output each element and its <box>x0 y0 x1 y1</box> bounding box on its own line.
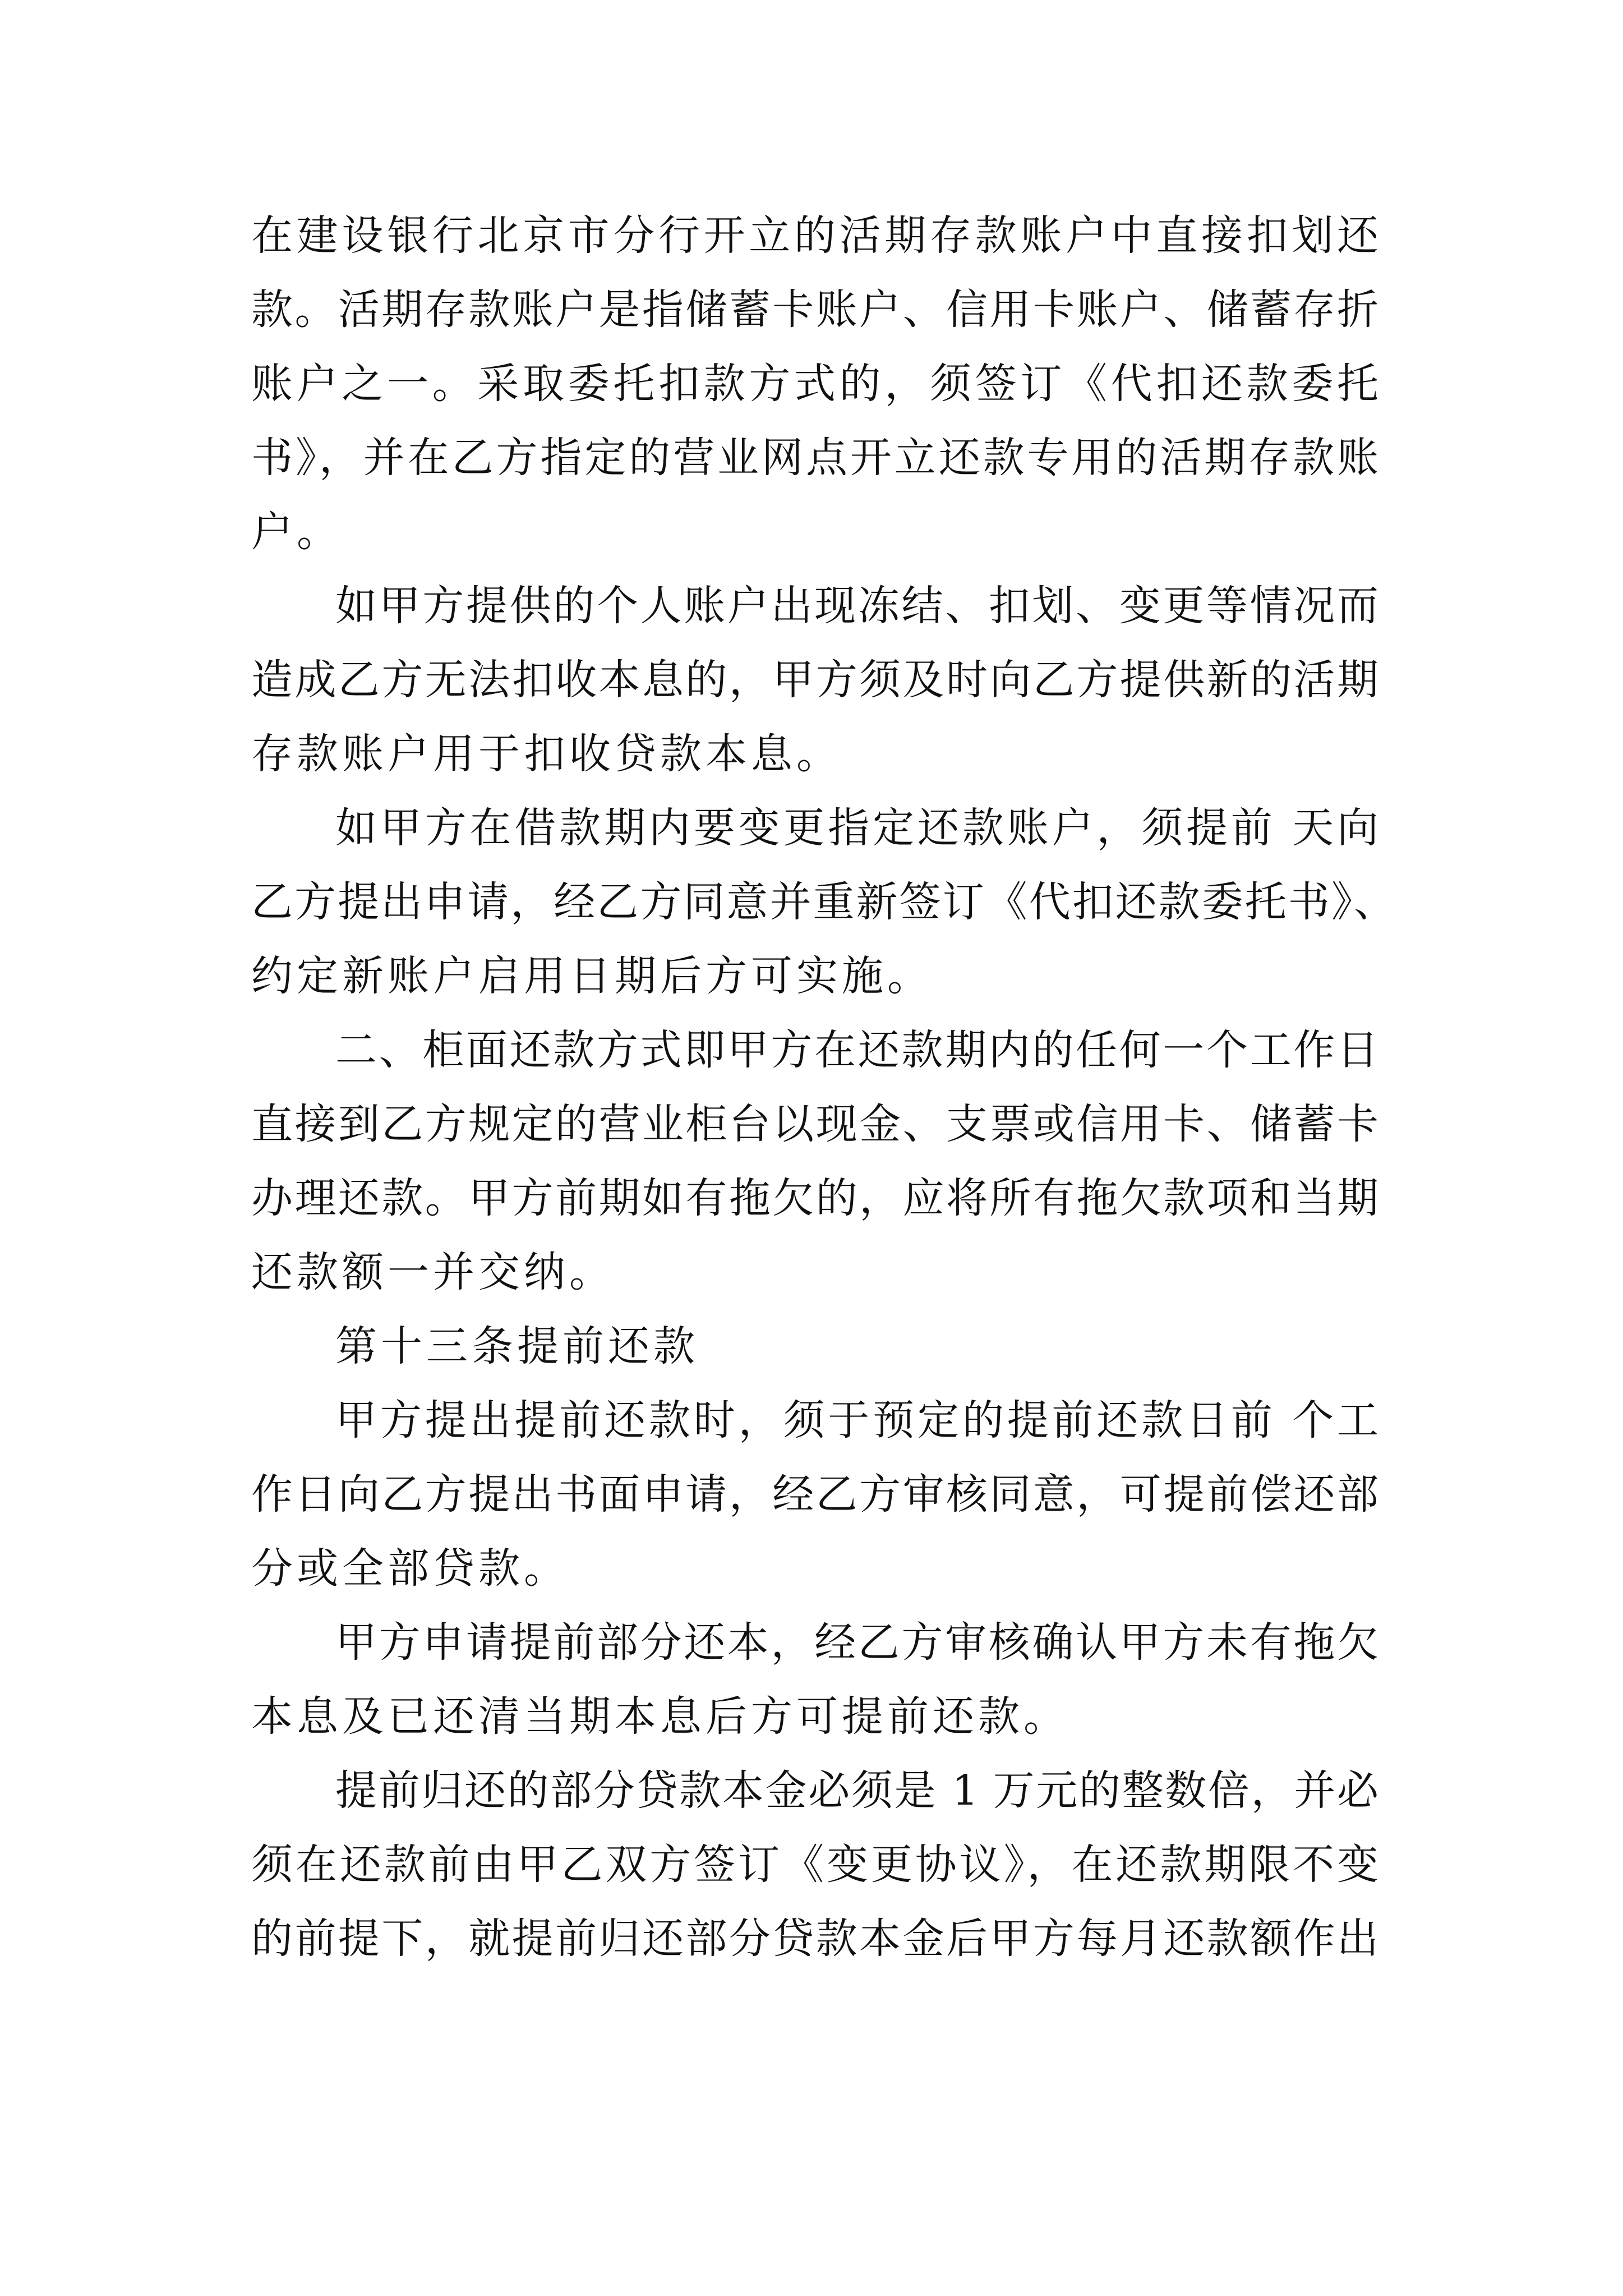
text-line: 本息及已还清当期本息后方可提前还款。 <box>251 1692 1069 1741</box>
paragraph-first-line: 提前归还的部分贷款本金必须是 1 万元的整数倍，并必 <box>335 1766 1378 1815</box>
paragraph-first-line: 如甲方在借款期内要变更指定还款账户，须提前 天向 <box>335 804 1378 852</box>
text-line: 办理还款。甲方前期如有拖欠的，应将所有拖欠款项和当期 <box>251 1174 1378 1222</box>
text-line: 户。 <box>251 508 342 556</box>
section-heading: 第十三条提前还款 <box>335 1322 699 1370</box>
text-line: 约定新账户启用日期后方可实施。 <box>251 952 933 1000</box>
paragraph-first-line: 甲方申请提前部分还本，经乙方审核确认甲方未有拖欠 <box>335 1618 1378 1667</box>
text-line: 账户之一。采取委托扣款方式的，须签订《代扣还款委托 <box>251 360 1378 408</box>
text-line: 分或全部贷款。 <box>251 1544 569 1593</box>
paragraph-first-line: 甲方提出提前还款时，须于预定的提前还款日前 个工 <box>335 1396 1378 1444</box>
text-line: 须在还款前由甲乙双方签订《变更协议》，在还款期限不变 <box>251 1841 1378 1889</box>
text-line: 款。活期存款账户是指储蓄卡账户、信用卡账户、储蓄存折 <box>251 286 1378 334</box>
text-line: 在建设银行北京市分行开立的活期存款账户中直接扣划还 <box>251 211 1378 260</box>
text-line: 存款账户用于扣收贷款本息。 <box>251 730 842 778</box>
paragraph-first-line: 二、柜面还款方式即甲方在还款期内的任何一个工作日 <box>335 1026 1378 1074</box>
text-line: 书》，并在乙方指定的营业网点开立还款专用的活期存款账 <box>251 434 1378 482</box>
text-line: 的前提下，就提前归还部分贷款本金后甲方每月还款额作出 <box>251 1915 1378 1963</box>
text-line: 直接到乙方规定的营业柜台以现金、支票或信用卡、储蓄卡 <box>251 1100 1378 1148</box>
text-line: 乙方提出申请，经乙方同意并重新签订《代扣还款委托书》、 <box>251 878 1395 926</box>
text-line: 作日向乙方提出书面申请，经乙方审核同意，可提前偿还部 <box>251 1470 1378 1519</box>
paragraph-first-line: 如甲方提供的个人账户出现冻结、扣划、变更等情况而 <box>335 582 1378 630</box>
text-line: 造成乙方无法扣收本息的，甲方须及时向乙方提供新的活期 <box>251 656 1378 704</box>
text-line: 还款额一并交纳。 <box>251 1248 615 1296</box>
